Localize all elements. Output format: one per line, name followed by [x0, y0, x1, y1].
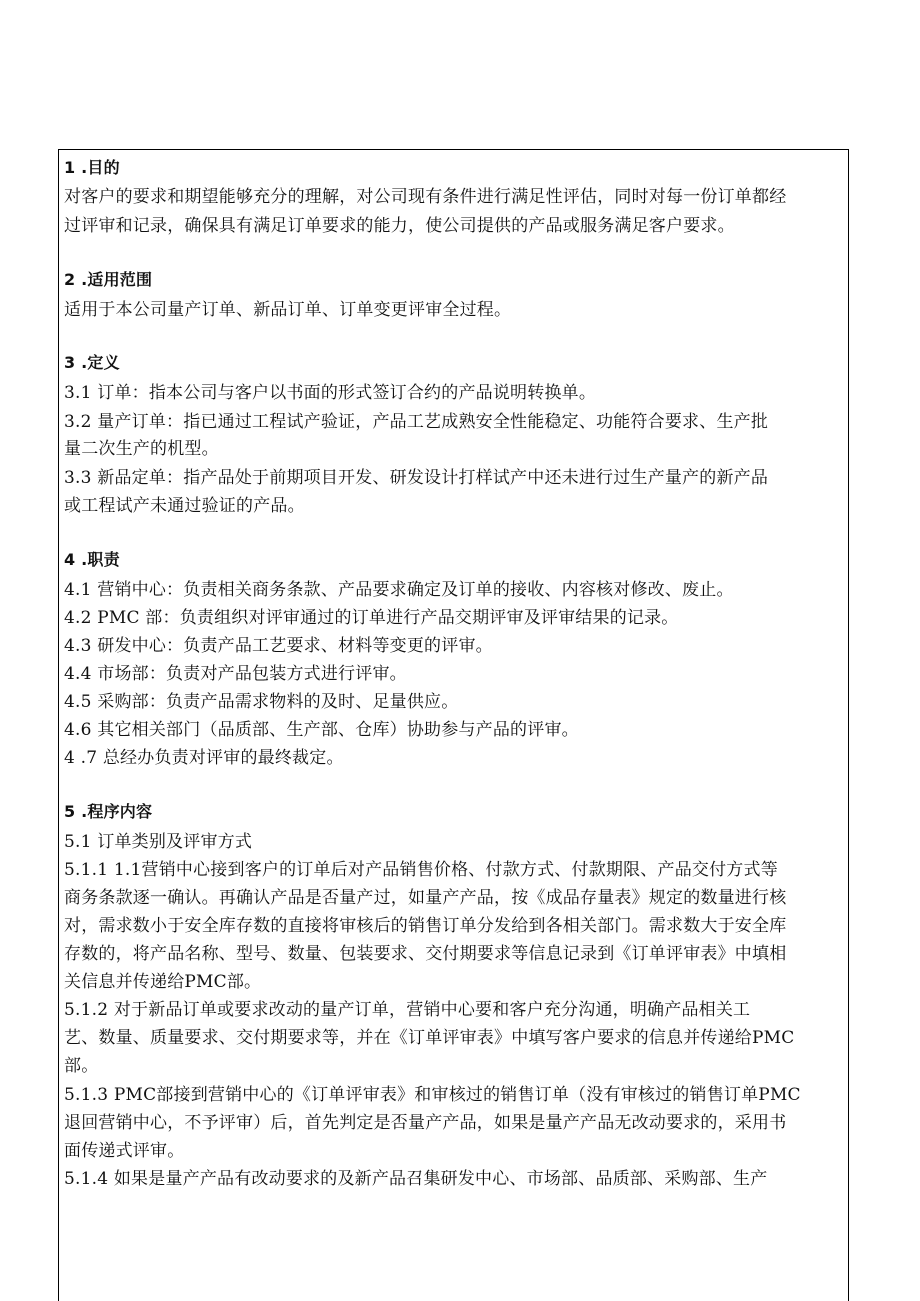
text-line: 商务条款逐一确认。再确认产品是否量产过，如量产产品，按《成品存量表》规定的数量进行核 [64, 888, 787, 908]
section-heading: 2 .适用范围 [64, 270, 153, 289]
text-line: 5.1.4 如果是量产产品有改动要求的及新产品召集研发中心、市场部、品质部、采购部、生产 [64, 1169, 768, 1189]
text-line: 4.5 采购部：负责产品需求物料的及时、足量供应。 [64, 692, 459, 712]
section-heading: 3 .定义 [64, 353, 120, 372]
section-heading: 4 .职责 [64, 550, 120, 569]
text-line: 3.3 新品定单：指产品处于前期项目开发、研发设计打样试产中还未进行过生产量产的新产品 [64, 468, 769, 488]
text-line: 3.2 量产订单：指已通过工程试产验证，产品工艺成熟安全性能稳定、功能符合要求、生产批 [64, 412, 769, 432]
text-line: 4.6 其它相关部门（品质部、生产部、仓库）协助参与产品的评审。 [64, 720, 579, 740]
text-line: 5.1.3 PMC部接到营销中心的《订单评审表》和审核过的销售订单（没有审核过的销售订单PMC [64, 1085, 801, 1105]
section-heading: 5 .程序内容 [64, 802, 153, 821]
text-line: 量二次生产的机型。 [64, 439, 219, 459]
text-line: 艺、数量、质量要求、交付期要求等，并在《订单评审表》中填写客户要求的信息并传递给PMC [64, 1028, 795, 1048]
text-line: 4 .7 总经办负责对评审的最终裁定。 [64, 748, 344, 768]
text-line: 4.4 市场部：负责对产品包装方式进行评审。 [64, 664, 407, 684]
text-line: 对客户的要求和期望能够充分的理解，对公司现有条件进行满足性评估，同时对每一份订单都经 [64, 187, 787, 207]
text-line: 5.1 订单类别及评审方式 [64, 832, 253, 852]
text-line: 面传递式评审。 [64, 1141, 185, 1161]
text-line: 关信息并传递给PMC部。 [64, 972, 262, 992]
text-line: 或工程试产未通过验证的产品。 [64, 496, 305, 516]
text-line: 5.1.2 对于新品订单或要求改动的量产订单，营销中心要和客户充分沟通，明确产品相关工 [64, 1000, 751, 1020]
text-line: 3.1 订单：指本公司与客户以书面的形式签订合约的产品说明转换单。 [64, 383, 597, 403]
text-line: 4.2 PMC 部：负责组织对评审通过的订单进行产品交期评审及评审结果的记录。 [64, 608, 679, 628]
text-line: 对，需求数小于安全库存数的直接将审核后的销售订单分发给到各相关部门。需求数大于安全库 [64, 916, 787, 936]
text-line: 5.1.1 1.1营销中心接到客户的订单后对产品销售价格、付款方式、付款期限、产品交付方式等 [64, 860, 778, 880]
text-line: 退回营销中心，不予评审）后，首先判定是否量产产品，如果是量产产品无改动要求的，采用书 [64, 1113, 787, 1133]
text-line: 部。 [64, 1056, 99, 1076]
text-line: 适用于本公司量产订单、新品订单、订单变更评审全过程。 [64, 300, 512, 320]
text-line: 4.3 研发中心：负责产品工艺要求、材料等变更的评审。 [64, 636, 493, 656]
text-line: 4.1 营销中心：负责相关商务条款、产品要求确定及订单的接收、内容核对修改、废止。 [64, 580, 734, 600]
section-heading: 1 .目的 [64, 158, 120, 177]
text-line: 过评审和记录，确保具有满足订单要求的能力，使公司提供的产品或服务满足客户要求。 [64, 216, 735, 236]
text-line: 存数的，将产品名称、型号、数量、包装要求、交付期要求等信息记录到《订单评审表》中填相 [64, 944, 787, 964]
